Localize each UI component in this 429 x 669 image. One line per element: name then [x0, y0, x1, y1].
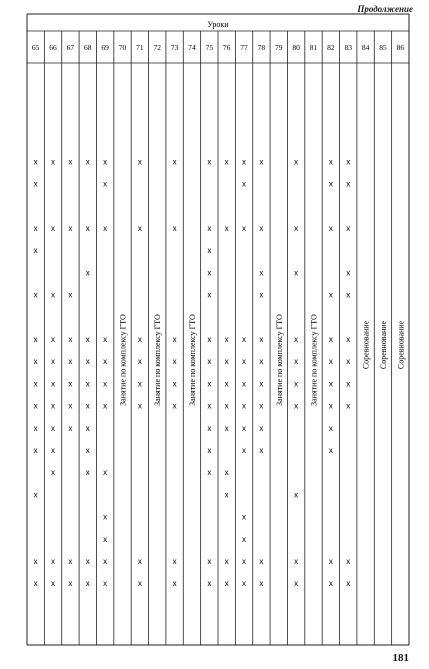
mark-75-13: х [207, 401, 212, 411]
mark-68-7: х [85, 268, 90, 278]
mark-71-21: х [137, 579, 142, 589]
mark-75-8: х [207, 290, 212, 300]
mark-75-2: х [207, 157, 212, 167]
lesson-number-76: 76 [222, 43, 231, 52]
mark-66-10: х [51, 335, 56, 344]
lesson-number-86: 86 [396, 43, 405, 52]
mark-75-14: х [207, 423, 212, 433]
mark-66-13: х [51, 401, 56, 411]
mark-75-10: х [207, 335, 212, 344]
mark-80-12: х [294, 379, 299, 389]
mark-80-20: х [294, 557, 299, 566]
mark-68-2: х [85, 157, 90, 167]
mark-67-10: х [68, 335, 73, 344]
mark-75-16: х [207, 468, 212, 478]
mark-68-13: х [85, 401, 90, 411]
header-title: Уроки [207, 20, 229, 29]
mark-82-12: х [328, 379, 333, 389]
mark-66-8: х [51, 290, 56, 300]
mark-80-7: х [294, 268, 299, 278]
mark-65-5: х [33, 224, 38, 233]
mark-67-11: х [68, 357, 73, 367]
mark-80-17: х [294, 490, 299, 500]
lesson-number-74: 74 [188, 43, 196, 52]
mark-75-11: х [207, 357, 212, 367]
mark-78-13: х [259, 401, 264, 411]
mark-77-12: х [242, 379, 247, 389]
lesson-number-83: 83 [344, 43, 352, 52]
mark-82-20: х [328, 557, 333, 566]
mark-75-7: х [207, 268, 212, 278]
mark-78-21: х [259, 579, 264, 589]
mark-83-2: х [346, 157, 351, 167]
mark-78-14: х [259, 423, 264, 433]
vertical-label-85: Соревнование [378, 320, 388, 370]
mark-80-2: х [294, 157, 299, 167]
vertical-label-72: Занятие по комплексу ГТО [153, 314, 163, 406]
mark-68-21: х [85, 579, 90, 589]
mark-66-11: х [51, 357, 56, 367]
lesson-number-68: 68 [84, 43, 92, 52]
mark-65-10: х [33, 335, 38, 344]
mark-76-13: х [224, 401, 229, 411]
mark-76-17: х [224, 490, 229, 500]
mark-71-13: х [137, 401, 142, 411]
mark-83-13: х [346, 401, 351, 411]
mark-67-13: х [68, 401, 73, 411]
mark-69-11: х [103, 357, 108, 367]
mark-83-12: х [346, 379, 351, 389]
mark-68-11: х [85, 357, 90, 367]
mark-78-11: х [259, 357, 264, 367]
lesson-number-67: 67 [66, 43, 75, 52]
mark-82-15: х [328, 446, 333, 455]
vertical-label-81: Занятие по комплексу ГТО [309, 314, 319, 406]
mark-83-20: х [346, 557, 351, 566]
mark-78-20: х [259, 557, 264, 566]
mark-76-11: х [224, 357, 229, 367]
mark-77-10: х [242, 335, 247, 344]
mark-65-2: х [33, 157, 38, 167]
lesson-number-69: 69 [101, 43, 109, 52]
continuation-label: Продолжение [357, 4, 413, 14]
mark-78-10: х [259, 335, 264, 344]
mark-77-11: х [242, 357, 247, 367]
mark-65-11: х [33, 357, 38, 367]
mark-67-12: х [68, 379, 73, 389]
mark-68-10: х [85, 335, 90, 344]
mark-73-13: х [172, 401, 177, 411]
mark-73-12: х [172, 379, 177, 389]
mark-71-20: х [137, 557, 142, 566]
mark-65-8: х [33, 290, 38, 300]
mark-73-11: х [172, 357, 177, 367]
mark-69-2: х [103, 157, 108, 167]
mark-80-5: х [294, 224, 299, 233]
mark-65-14: х [33, 423, 38, 433]
mark-65-21: х [33, 579, 38, 589]
mark-65-17: х [33, 490, 38, 500]
lesson-number-84: 84 [361, 43, 370, 52]
mark-76-14: х [224, 423, 229, 433]
mark-66-20: х [51, 557, 56, 566]
mark-76-21: х [224, 579, 229, 589]
mark-67-14: х [68, 423, 73, 433]
mark-68-15: х [85, 446, 90, 455]
lesson-number-73: 73 [170, 43, 179, 52]
mark-66-5: х [51, 224, 56, 233]
mark-69-19: х [103, 534, 108, 544]
mark-77-20: х [242, 557, 247, 566]
lesson-number-82: 82 [327, 43, 335, 52]
mark-65-12: х [33, 379, 38, 389]
mark-76-12: х [224, 379, 229, 389]
mark-75-21: х [207, 579, 212, 589]
mark-82-14: х [328, 423, 333, 433]
mark-67-5: х [68, 224, 73, 233]
mark-68-16: х [85, 468, 90, 478]
mark-82-8: х [328, 290, 333, 300]
mark-76-5: х [224, 224, 229, 233]
mark-73-20: х [172, 557, 177, 566]
mark-71-12: х [137, 379, 142, 389]
mark-78-7: х [259, 268, 264, 278]
lesson-number-72: 72 [153, 43, 161, 52]
mark-80-10: х [294, 335, 299, 344]
mark-78-12: х [259, 379, 264, 389]
vertical-label-84: Соревнование [361, 320, 371, 370]
mark-83-21: х [346, 579, 351, 589]
mark-68-5: х [85, 224, 90, 233]
mark-73-2: х [172, 157, 177, 167]
mark-77-13: х [242, 401, 247, 411]
mark-76-20: х [224, 557, 229, 566]
mark-77-3: х [242, 179, 247, 189]
mark-67-2: х [68, 157, 73, 167]
mark-67-8: х [68, 290, 73, 300]
mark-69-16: х [103, 468, 108, 478]
mark-82-11: х [328, 357, 333, 367]
mark-65-15: х [33, 446, 38, 455]
mark-71-2: х [137, 157, 142, 167]
mark-83-10: х [346, 335, 351, 344]
mark-69-21: х [103, 579, 108, 589]
mark-75-15: х [207, 446, 212, 455]
mark-82-3: х [328, 179, 333, 189]
mark-69-18: х [103, 512, 108, 522]
mark-65-20: х [33, 557, 38, 566]
mark-80-13: х [294, 401, 299, 411]
lesson-number-70: 70 [118, 43, 127, 52]
mark-75-12: х [207, 379, 212, 389]
mark-83-8: х [346, 290, 351, 300]
mark-82-2: х [328, 157, 333, 167]
mark-69-3: х [103, 179, 108, 189]
vertical-label-79: Занятие по комплексу ГТО [274, 314, 284, 406]
mark-77-21: х [242, 579, 247, 589]
mark-77-2: х [242, 157, 247, 167]
vertical-label-74: Занятие по комплексу ГТО [187, 314, 197, 406]
vertical-label-86: Соревнование [396, 320, 406, 370]
mark-78-8: х [259, 290, 264, 300]
mark-67-21: х [68, 579, 73, 589]
mark-76-16: х [224, 468, 229, 478]
mark-82-10: х [328, 335, 333, 344]
mark-83-5: х [346, 224, 351, 233]
mark-78-5: х [259, 224, 264, 233]
mark-71-5: х [137, 224, 142, 233]
mark-75-5: х [207, 224, 212, 233]
mark-82-5: х [328, 224, 333, 233]
mark-77-5: х [242, 224, 247, 233]
mark-82-13: х [328, 401, 333, 411]
mark-66-21: х [51, 579, 56, 589]
mark-75-6: х [207, 246, 212, 256]
lesson-number-77: 77 [240, 43, 248, 52]
mark-77-19: х [242, 534, 247, 544]
mark-68-14: х [85, 423, 90, 433]
mark-82-21: х [328, 579, 333, 589]
lesson-number-81: 81 [309, 43, 318, 52]
lesson-number-85: 85 [379, 43, 387, 52]
mark-69-12: х [103, 379, 108, 389]
mark-67-20: х [68, 557, 73, 566]
mark-78-15: х [259, 446, 264, 455]
page-number: 181 [392, 652, 409, 664]
mark-69-13: х [103, 401, 108, 411]
mark-66-14: х [51, 423, 56, 433]
mark-77-18: х [242, 512, 247, 522]
mark-65-13: х [33, 401, 38, 411]
mark-71-10: х [137, 335, 142, 344]
mark-65-6: х [33, 246, 38, 256]
mark-77-14: х [242, 423, 247, 433]
mark-76-2: х [224, 157, 229, 167]
mark-69-10: х [103, 335, 108, 344]
mark-83-7: х [346, 268, 351, 278]
mark-83-3: х [346, 179, 351, 189]
mark-65-3: х [33, 179, 38, 189]
lesson-number-65: 65 [31, 43, 40, 52]
mark-76-10: х [224, 335, 229, 344]
mark-66-15: х [51, 446, 56, 455]
mark-68-12: х [85, 379, 90, 389]
mark-66-16: х [51, 468, 56, 478]
lesson-number-79: 79 [275, 43, 283, 52]
mark-73-21: х [172, 579, 177, 589]
mark-66-12: х [51, 379, 56, 389]
lesson-number-66: 66 [49, 43, 57, 52]
mark-69-5: х [103, 224, 108, 233]
mark-78-2: х [259, 157, 264, 167]
lesson-number-80: 80 [292, 43, 300, 52]
mark-80-21: х [294, 579, 299, 589]
mark-73-10: х [172, 335, 177, 344]
mark-75-20: х [207, 557, 212, 566]
mark-83-11: х [346, 357, 351, 367]
lesson-number-75: 75 [205, 43, 214, 52]
mark-73-5: х [172, 224, 177, 233]
mark-69-20: х [103, 557, 108, 566]
lesson-number-78: 78 [257, 43, 266, 52]
mark-68-20: х [85, 557, 90, 566]
mark-66-2: х [51, 157, 56, 167]
lesson-number-71: 71 [136, 43, 144, 52]
mark-77-15: х [242, 446, 247, 455]
mark-71-11: х [137, 357, 142, 367]
vertical-label-70: Занятие по комплексу ГТО [118, 314, 128, 406]
mark-80-11: х [294, 357, 299, 367]
